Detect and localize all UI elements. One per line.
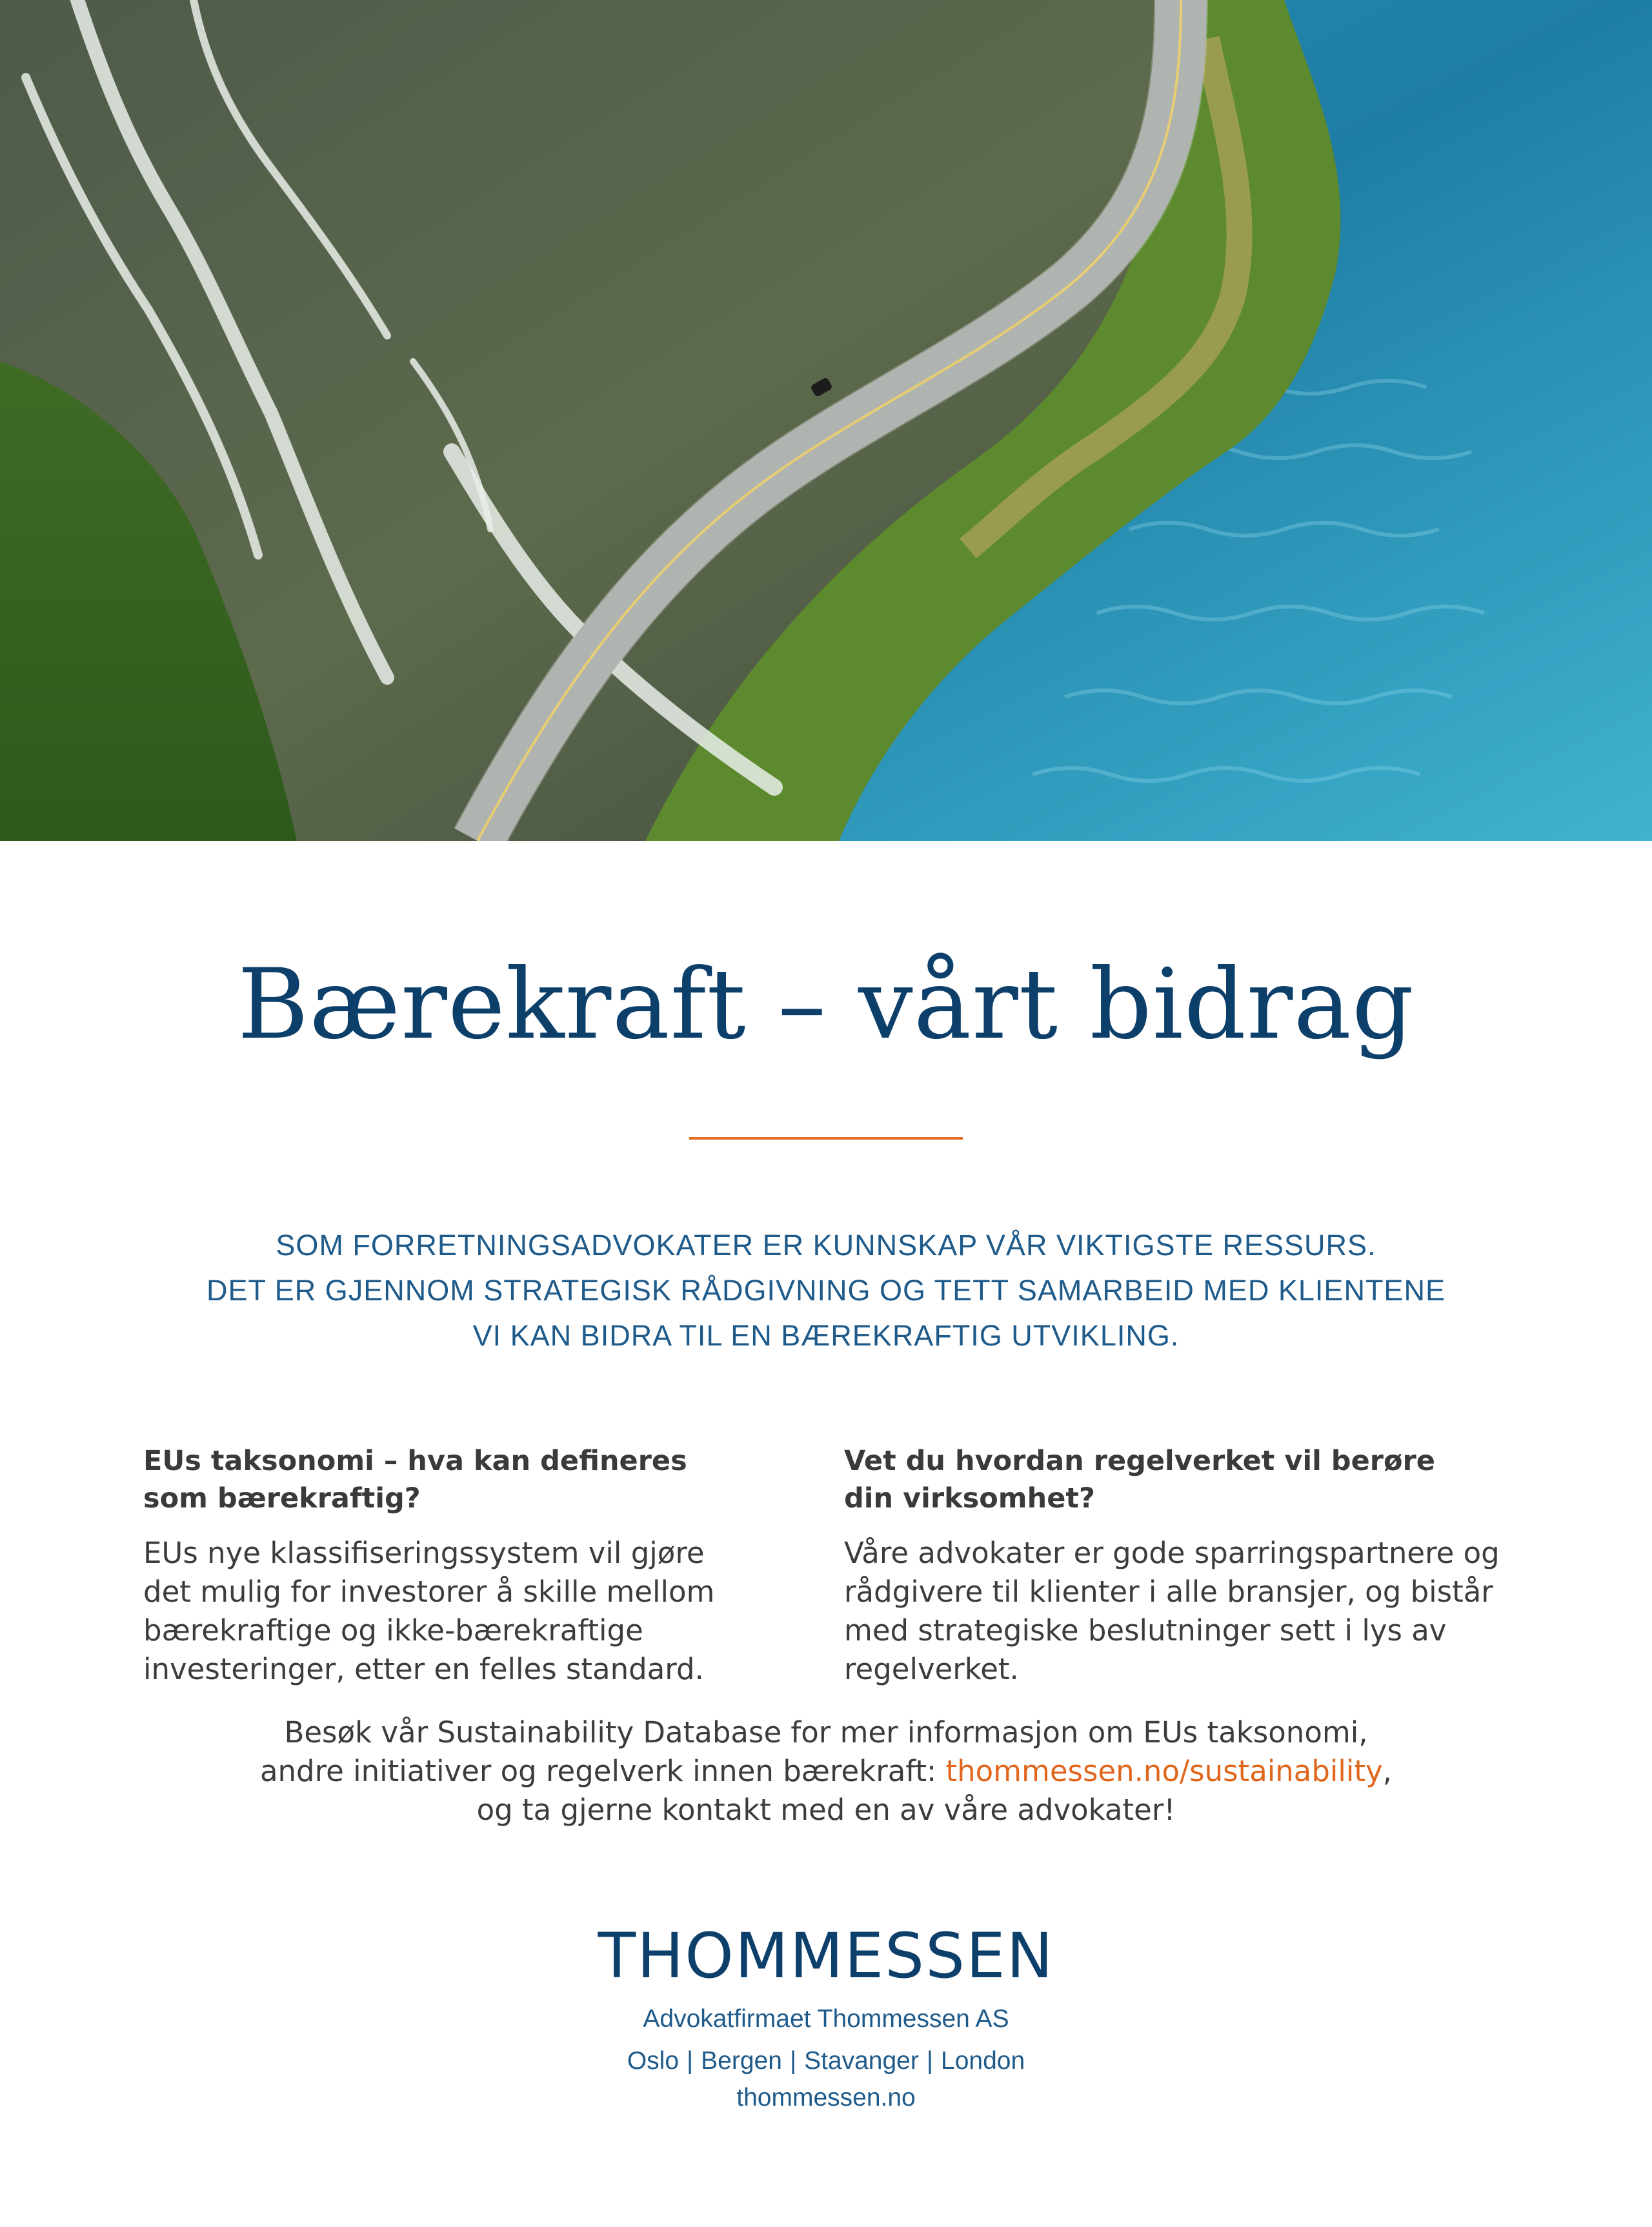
closing-line: Besøk vår Sustainability Database for mer informasjon om EUs taksonomi, — [284, 1715, 1368, 1749]
intro-line: SOM FORRETNINGSADVOKATER ER KUNNSKAP VÅR VIKTIGSTE RESSURS. — [276, 1229, 1376, 1262]
body-line: med strategiske beslutninger sett i lys av — [844, 1613, 1447, 1648]
footer — [0, 2000, 1652, 2116]
intro-statement — [0, 1223, 1652, 1358]
body-line: bærekraftige og ikke-bærekraftige — [143, 1613, 643, 1648]
website-link[interactable]: thommessen.no — [736, 2084, 916, 2111]
closing-line: og ta gjerne kontakt med en av våre advokater! — [476, 1793, 1176, 1827]
hero-photo — [0, 0, 1652, 841]
body-line: rådgivere til klienter i alle bransjer, og bistår — [844, 1575, 1493, 1609]
intro-line: DET ER GJENNOM STRATEGISK RÅDGIVNING OG TETT SAMARBEID MED KLIENTENE — [206, 1274, 1446, 1307]
body-line: investeringer, etter en felles standard. — [143, 1652, 704, 1686]
accent-divider — [689, 1137, 963, 1140]
column-heading — [844, 1442, 1502, 1517]
column-regulation — [844, 1442, 1502, 1689]
city: Oslo — [627, 2047, 680, 2075]
heading-line: Vet du hvordan regelverket vil berøre — [844, 1445, 1435, 1477]
heading-line: som bærekraftig? — [143, 1482, 421, 1515]
closing-text: , — [1382, 1754, 1393, 1788]
company-name: Advokatfirmaet Thommessen AS — [643, 2005, 1009, 2033]
closing-line — [0, 1752, 1652, 1791]
page-title: Bærekraft – vårt bidrag — [237, 949, 1415, 1061]
city: Bergen — [701, 2047, 782, 2075]
column-body — [143, 1534, 801, 1689]
column-taxonomy — [143, 1442, 801, 1689]
separator: | — [926, 2047, 934, 2075]
city: London — [941, 2047, 1025, 2075]
heading-line: EUs taksonomi – hva kan defineres — [143, 1445, 687, 1477]
column-heading — [143, 1442, 801, 1517]
sustainability-link[interactable]: thommessen.no/sustainability — [945, 1754, 1383, 1788]
intro-line: VI KAN BIDRA TIL EN BÆREKRAFTIG UTVIKLING. — [472, 1319, 1180, 1352]
body-line: EUs nye klassifiseringssystem vil gjøre — [143, 1536, 705, 1570]
body-line: det mulig for investorer å skille mellom — [143, 1575, 715, 1609]
body-line: Våre advokater er gode sparringspartnere og — [844, 1536, 1500, 1570]
separator: | — [789, 2047, 797, 2075]
closing-paragraph — [0, 1713, 1652, 1829]
city: Stavanger — [804, 2047, 919, 2075]
closing-text: andre initiativer og regelverk innen bærekraft: — [259, 1754, 946, 1788]
heading-line: din virksomhet? — [844, 1482, 1095, 1515]
body-line: regelverket. — [844, 1652, 1019, 1686]
office-cities — [0, 2042, 1652, 2079]
thommessen-logo: THOMMESSEN — [598, 1920, 1054, 1992]
separator: | — [687, 2047, 694, 2075]
column-body — [844, 1534, 1502, 1689]
